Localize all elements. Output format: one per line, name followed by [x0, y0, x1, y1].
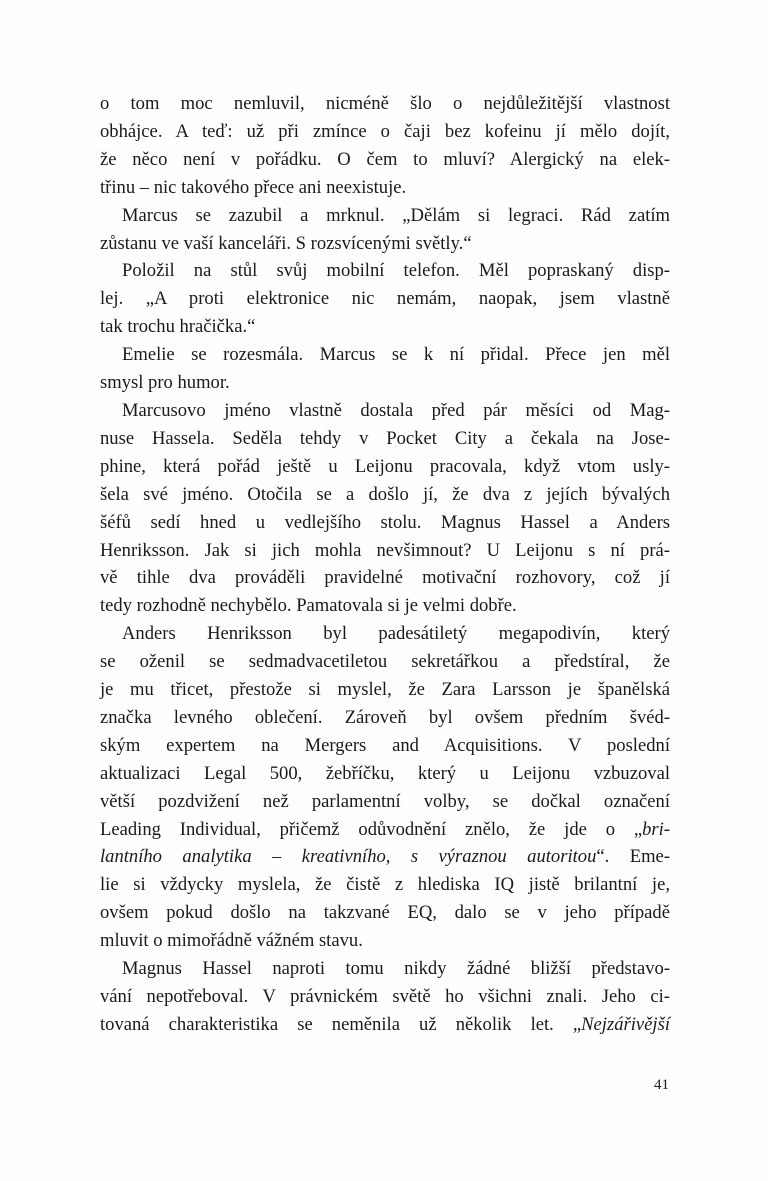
text-line — [100, 564, 670, 592]
text-line — [100, 676, 670, 704]
text-line — [100, 146, 670, 174]
text-line — [100, 537, 670, 565]
text-segment: mluvit o mimořádně vážném stavu. — [100, 930, 363, 952]
text-segment: tak trochu hračička.“ — [100, 316, 256, 338]
text-line — [100, 704, 670, 732]
text-segment: nuse Hassela. Seděla tehdy v Pocket City a čekala na Jose- — [100, 427, 670, 449]
text-segment: šela své jméno. Otočila se a došlo jí, že dva z jejích bývalých — [100, 483, 670, 505]
text-line — [100, 648, 670, 676]
text-segment: Položil na stůl svůj mobilní telefon. Měl popraskaný disp- — [122, 260, 670, 282]
text-line — [100, 620, 670, 648]
text-segment: šéfů sedí hned u vedlejšího stolu. Magnus Hassel a Anders — [100, 511, 670, 533]
text-segment: vání nepotřeboval. V právnickém světě ho všichni znali. Jeho ci- — [100, 986, 670, 1007]
text-segment: Henriksson. Jak si jich mohla nevšimnout? U Leijonu s ní prá- — [100, 539, 670, 561]
text-segment: phine, která pořád ještě u Leijonu pracovala, když vtom usly- — [100, 455, 670, 477]
text-line — [100, 397, 670, 425]
text-segment: třinu – nic takového přece ani neexistuje. — [100, 176, 407, 198]
text-segment: ským expertem na Mergers and Acquisitions. V poslední — [100, 734, 670, 756]
text-segment: značka levného oblečení. Zároveň byl ovšem předním švéd- — [100, 706, 670, 728]
text-segment: Marcus se zazubil a mrknul. „Dělám si legraci. Rád zatím — [122, 204, 670, 226]
text-segment: aktualizaci Legal 500, žebříčku, který u Leijonu vzbuzoval — [100, 762, 670, 784]
text-segment: Anders Henriksson byl padesátiletý megapodivín, který — [122, 623, 670, 645]
text-line — [100, 509, 670, 537]
text-line — [100, 899, 670, 927]
text-line — [100, 760, 670, 788]
text-line — [100, 174, 670, 202]
text-segment: vě tihle dva prováděli pravidelné motivační rozhovory, což jí — [100, 567, 670, 589]
text-line — [100, 732, 670, 760]
text-segment: Emelie se rozesmála. Marcus se k ní přidal. Přece jen měl — [122, 344, 670, 366]
text-segment: smysl pro humor. — [100, 372, 230, 394]
text-segment: tedy rozhodně nechybělo. Pamatovala si je velmi dobře. — [100, 595, 517, 617]
text-line — [100, 788, 670, 816]
text-segment: lej. „A proti elektronice nic nemám, naopak, jsem vlastně — [100, 288, 670, 310]
text-line — [100, 341, 670, 369]
text-line — [100, 369, 670, 397]
text-line — [100, 90, 670, 118]
text-line — [100, 230, 670, 258]
text-line — [100, 481, 670, 509]
text-segment: lie si vždycky myslela, že čistě z hlediska IQ jistě brilantní je, — [100, 874, 670, 896]
text-line — [100, 425, 670, 453]
text-line — [100, 871, 670, 899]
text-segment: obhájce. A teď: už při zmínce o čaji bez kofeinu jí mělo dojít, — [100, 120, 670, 142]
text-segment: o tom moc nemluvil, nicméně šlo o nejdůležitější vlastnost — [100, 93, 670, 114]
text-segment: Leading Individual, přičemž odůvodnění znělo, že jde o „ — [100, 818, 643, 840]
text-segment: tovaná charakteristika se neměnila už několik let. „ — [100, 1013, 582, 1035]
text-segment: zůstanu ve vaší kanceláři. S rozsvícenými světly.“ — [100, 232, 472, 254]
text-line — [100, 285, 670, 313]
text-line — [100, 592, 670, 620]
text-segment: “. Eme- — [596, 846, 670, 868]
text-line — [100, 1011, 670, 1039]
page-number: 41 — [654, 1077, 669, 1093]
text-line — [100, 257, 670, 285]
text-segment: se oženil se sedmadvacetiletou sekretářkou a předstíral, že — [100, 651, 670, 673]
text-segment: Marcusovo jméno vlastně dostala před pár měsíci od Mag- — [122, 399, 670, 421]
text-segment: že něco není v pořádku. O čem to mluví? Alergický na elek- — [100, 148, 670, 170]
page-text — [100, 90, 670, 1039]
text-line — [100, 202, 670, 230]
text-segment: větší pozdvižení než parlamentní volby, se dočkal označení — [100, 790, 670, 812]
text-segment: Magnus Hassel naproti tomu nikdy žádné bližší představo- — [122, 958, 670, 980]
text-segment: je mu třicet, přestože si myslel, že Zara Larsson je španělská — [100, 679, 670, 701]
italic-text: bri- — [642, 818, 670, 840]
text-line — [100, 313, 670, 341]
text-line — [100, 816, 670, 844]
text-line — [100, 453, 670, 481]
italic-text: Nejzářivější — [581, 1013, 670, 1035]
text-segment: ovšem pokud došlo na takzvané EQ, dalo se v jeho případě — [100, 902, 670, 924]
text-line — [100, 955, 670, 983]
text-line — [100, 983, 670, 1011]
italic-text: lantního analytika – kreativního, s výraznou autoritou — [100, 846, 597, 868]
text-line — [100, 927, 670, 955]
text-line — [100, 843, 670, 871]
text-line — [100, 118, 670, 146]
